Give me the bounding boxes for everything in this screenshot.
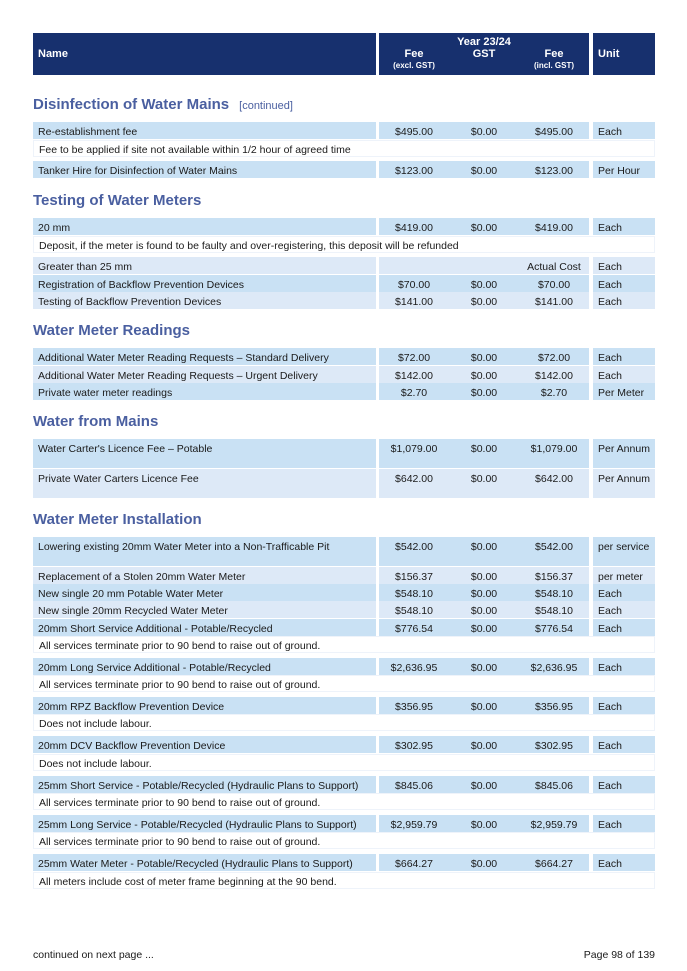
table-row xyxy=(33,601,655,618)
cell-gst: $0.00 xyxy=(449,469,519,498)
cell-fee-excl: $141.00 xyxy=(379,292,449,309)
cell-name: 20 mm xyxy=(33,218,376,235)
table-row xyxy=(33,275,655,292)
section-title-disinfection: Disinfection of Water Mains [continued] xyxy=(33,96,293,113)
cell-unit: Each xyxy=(593,122,655,139)
cell-fee-excl: $2,636.95 xyxy=(379,658,449,675)
row-note: Does not include labour. xyxy=(33,754,655,771)
cell-fee-excl: $419.00 xyxy=(379,218,449,235)
cell-fee-incl: $548.10 xyxy=(519,601,589,618)
cell-gst: $0.00 xyxy=(449,122,519,139)
table-row xyxy=(33,658,655,675)
cell-unit: Each xyxy=(593,776,655,793)
cell-unit: Each xyxy=(593,619,655,636)
cell-fee-incl: $156.37 xyxy=(519,567,589,584)
cell-unit: Each xyxy=(593,658,655,675)
cell-unit: Per Hour xyxy=(593,161,655,178)
cell-unit: Each xyxy=(593,257,655,274)
cell-gst: $0.00 xyxy=(449,815,519,832)
cell-unit: Each xyxy=(593,697,655,714)
cell-fee-incl: $356.95 xyxy=(519,697,589,714)
row-note: All services terminate prior to 90 bend to raise out of ground. xyxy=(33,675,655,692)
row-note: Fee to be applied if site not available within 1/2 hour of agreed time xyxy=(33,140,655,157)
cell-gst: $0.00 xyxy=(449,567,519,584)
cell-gst: $0.00 xyxy=(449,366,519,383)
cell-fee-incl: $845.06 xyxy=(519,776,589,793)
cell-gst: $0.00 xyxy=(449,619,519,636)
continued-note: continued on next page ... xyxy=(33,949,154,961)
cell-name: Lowering existing 20mm Water Meter into a Non-Trafficable Pit xyxy=(33,537,376,566)
cell-gst: $0.00 xyxy=(449,854,519,871)
cell-unit: Each xyxy=(593,366,655,383)
table-row xyxy=(33,697,655,714)
cell-name: Registration of Backflow Prevention Devices xyxy=(33,275,376,292)
cell-name: Replacement of a Stolen 20mm Water Meter xyxy=(33,567,376,584)
cell-fee-incl: $142.00 xyxy=(519,366,589,383)
header-fee-incl: Fee (incl. GST) xyxy=(534,48,574,70)
cell-name: 25mm Short Service - Potable/Recycled (Hydraulic Plans to Support) xyxy=(33,776,376,793)
cell-name: New single 20mm Recycled Water Meter xyxy=(33,601,376,618)
cell-fee-excl: $302.95 xyxy=(379,736,449,753)
cell-gst: $0.00 xyxy=(449,658,519,675)
cell-fee-incl: $419.00 xyxy=(519,218,589,235)
cell-fee-incl: $72.00 xyxy=(519,348,589,365)
cell-fee-excl: $356.95 xyxy=(379,697,449,714)
cell-gst: $0.00 xyxy=(449,161,519,178)
table-row xyxy=(33,257,655,274)
table-row xyxy=(33,218,655,235)
table-row xyxy=(33,776,655,793)
section-title-mains: Water from Mains xyxy=(33,413,159,430)
cell-unit: Per Annum xyxy=(593,439,655,468)
cell-name: 25mm Long Service - Potable/Recycled (Hydraulic Plans to Support) xyxy=(33,815,376,832)
cell-fee-incl: Actual Cost xyxy=(519,257,589,274)
cell-fee-excl: $776.54 xyxy=(379,619,449,636)
table-row xyxy=(33,736,655,753)
row-note: Deposit, if the meter is found to be faulty and over-registering, this deposit will be refunded xyxy=(33,236,655,253)
cell-unit: Each xyxy=(593,218,655,235)
cell-fee-excl: $642.00 xyxy=(379,469,449,498)
cell-fee-incl: $141.00 xyxy=(519,292,589,309)
cell-fee-excl: $142.00 xyxy=(379,366,449,383)
cell-gst: $0.00 xyxy=(449,736,519,753)
table-row xyxy=(33,854,655,871)
cell-fee-excl: $70.00 xyxy=(379,275,449,292)
table-row xyxy=(33,439,655,468)
header-name: Name xyxy=(33,33,376,75)
table-row xyxy=(33,348,655,365)
cell-name: Greater than 25 mm xyxy=(33,257,376,274)
table-row xyxy=(33,469,655,498)
cell-fee-excl: $664.27 xyxy=(379,854,449,871)
cell-name: New single 20 mm Potable Water Meter xyxy=(33,584,376,601)
cell-gst: $0.00 xyxy=(449,348,519,365)
cell-gst: $0.00 xyxy=(449,776,519,793)
cell-unit: Each xyxy=(593,348,655,365)
cell-gst: $0.00 xyxy=(449,383,519,400)
header-fee-excl: Fee (excl. GST) xyxy=(393,48,435,70)
header-unit: Unit xyxy=(593,33,655,75)
cell-unit: per service xyxy=(593,537,655,566)
cell-fee-excl: $542.00 xyxy=(379,537,449,566)
cell-gst: $0.00 xyxy=(449,218,519,235)
header-year-group xyxy=(379,33,589,75)
table-row xyxy=(33,122,655,139)
cell-fee-excl: $1,079.00 xyxy=(379,439,449,468)
cell-fee-excl: $548.10 xyxy=(379,601,449,618)
cell-unit: Each xyxy=(593,854,655,871)
cell-unit: Each xyxy=(593,815,655,832)
cell-unit: per meter xyxy=(593,567,655,584)
cell-name: 20mm Short Service Additional - Potable/Recycled xyxy=(33,619,376,636)
cell-name: Additional Water Meter Reading Requests – Urgent Delivery xyxy=(33,366,376,383)
row-note: All services terminate prior to 90 bend to raise out of ground. xyxy=(33,636,655,653)
cell-name: 25mm Water Meter - Potable/Recycled (Hydraulic Plans to Support) xyxy=(33,854,376,871)
table-header xyxy=(33,33,655,75)
cell-name: 20mm Long Service Additional - Potable/Recycled xyxy=(33,658,376,675)
cell-fee-incl: $548.10 xyxy=(519,584,589,601)
cell-fee-excl: $156.37 xyxy=(379,567,449,584)
cell-gst: $0.00 xyxy=(449,275,519,292)
cell-fee-incl: $1,079.00 xyxy=(519,439,589,468)
cell-fee-excl: $548.10 xyxy=(379,584,449,601)
table-row xyxy=(33,366,655,383)
cell-fee-incl: $495.00 xyxy=(519,122,589,139)
cell-unit: Each xyxy=(593,736,655,753)
section-title-readings: Water Meter Readings xyxy=(33,322,190,339)
cell-name: 20mm RPZ Backflow Prevention Device xyxy=(33,697,376,714)
cell-name: Water Carter's Licence Fee – Potable xyxy=(33,439,376,468)
cell-unit: Per Annum xyxy=(593,469,655,498)
table-row xyxy=(33,584,655,601)
row-note: All services terminate prior to 90 bend to raise out of ground. xyxy=(33,832,655,849)
cell-unit: Each xyxy=(593,584,655,601)
table-row xyxy=(33,619,655,636)
cell-unit: Each xyxy=(593,275,655,292)
cell-fee-excl: $72.00 xyxy=(379,348,449,365)
cell-fee-incl: $2,636.95 xyxy=(519,658,589,675)
row-note: All services terminate prior to 90 bend to raise out of ground. xyxy=(33,793,655,810)
cell-gst: $0.00 xyxy=(449,697,519,714)
cell-name: Additional Water Meter Reading Requests – Standard Delivery xyxy=(33,348,376,365)
cell-gst: $0.00 xyxy=(449,584,519,601)
cell-name: Testing of Backflow Prevention Devices xyxy=(33,292,376,309)
cell-unit: Each xyxy=(593,292,655,309)
table-row xyxy=(33,567,655,584)
header-gst: GST xyxy=(472,48,496,60)
cell-fee-incl: $776.54 xyxy=(519,619,589,636)
cell-fee-excl xyxy=(379,257,449,274)
cell-fee-excl: $2.70 xyxy=(379,383,449,400)
cell-fee-incl: $642.00 xyxy=(519,469,589,498)
cell-fee-excl: $123.00 xyxy=(379,161,449,178)
cell-fee-incl: $2.70 xyxy=(519,383,589,400)
section-title-installation: Water Meter Installation xyxy=(33,511,202,528)
cell-name: Private Water Carters Licence Fee xyxy=(33,469,376,498)
cell-fee-excl: $845.06 xyxy=(379,776,449,793)
cell-name: Private water meter readings xyxy=(33,383,376,400)
cell-fee-excl: $2,959.79 xyxy=(379,815,449,832)
cell-gst: $0.00 xyxy=(449,537,519,566)
section-title-testing: Testing of Water Meters xyxy=(33,192,202,209)
cell-fee-incl: $70.00 xyxy=(519,275,589,292)
table-row xyxy=(33,161,655,178)
cell-name: Tanker Hire for Disinfection of Water Mains xyxy=(33,161,376,178)
table-row xyxy=(33,815,655,832)
table-row xyxy=(33,292,655,309)
cell-unit: Each xyxy=(593,601,655,618)
cell-gst: $0.00 xyxy=(449,439,519,468)
page-number: Page 98 of 139 xyxy=(583,949,655,961)
cell-name: Re-establishment fee xyxy=(33,122,376,139)
cell-name: 20mm DCV Backflow Prevention Device xyxy=(33,736,376,753)
cell-fee-incl: $123.00 xyxy=(519,161,589,178)
table-row xyxy=(33,537,655,566)
row-note: Does not include labour. xyxy=(33,714,655,731)
cell-gst: $0.00 xyxy=(449,601,519,618)
cell-gst xyxy=(449,257,519,274)
cell-fee-incl: $542.00 xyxy=(519,537,589,566)
table-row xyxy=(33,383,655,400)
cell-unit: Per Meter xyxy=(593,383,655,400)
cell-fee-incl: $2,959.79 xyxy=(519,815,589,832)
cell-fee-incl: $664.27 xyxy=(519,854,589,871)
row-note: All meters include cost of meter frame beginning at the 90 bend. xyxy=(33,872,655,889)
cell-fee-incl: $302.95 xyxy=(519,736,589,753)
cell-gst: $0.00 xyxy=(449,292,519,309)
header-year: Year 23/24 xyxy=(457,36,511,48)
cell-fee-excl: $495.00 xyxy=(379,122,449,139)
